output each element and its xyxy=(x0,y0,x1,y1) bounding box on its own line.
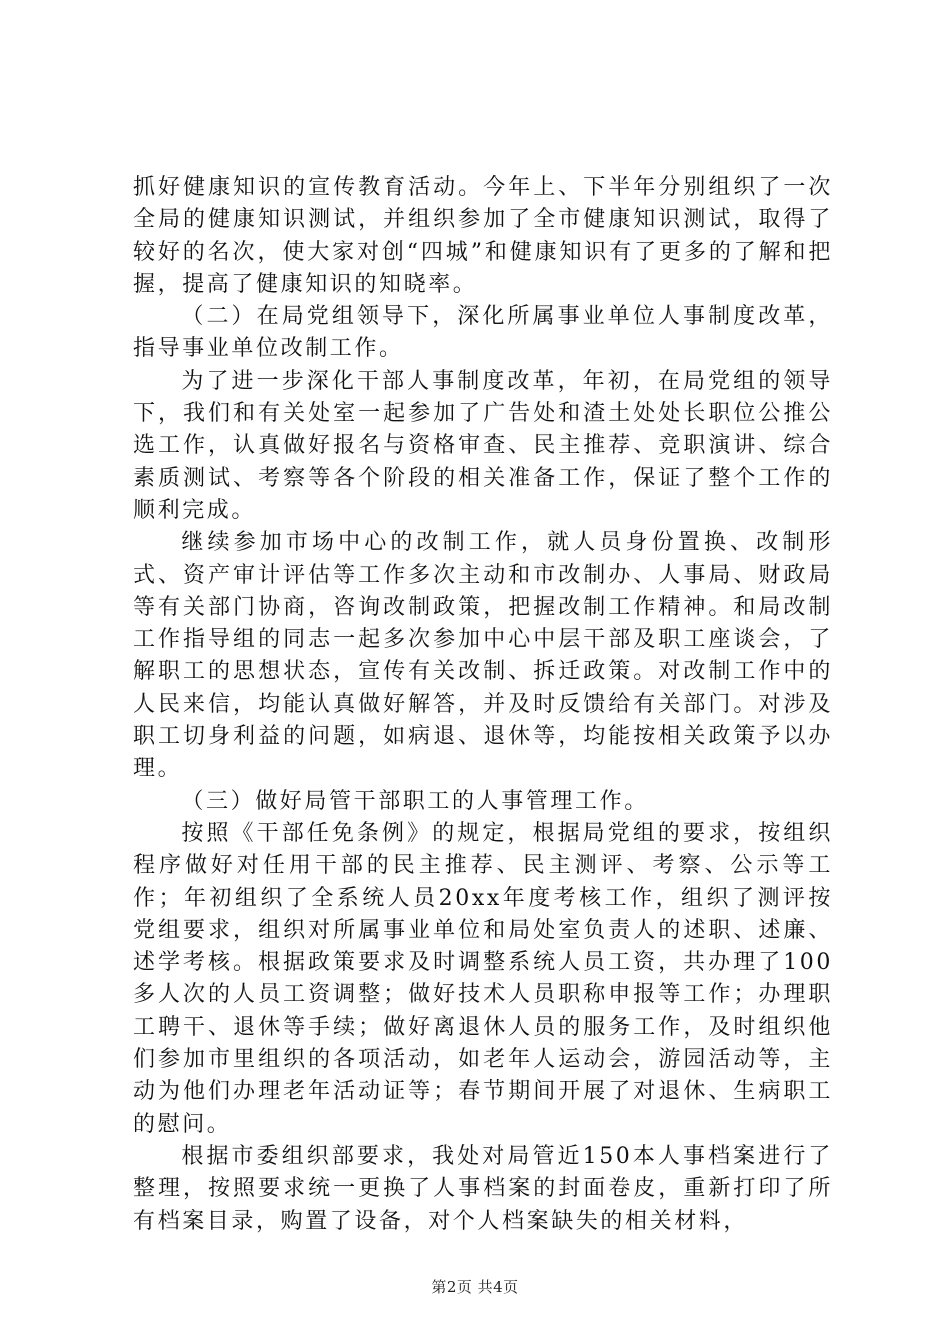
heading-section-two: （二）在局党组领导下，深化所属事业单位人事制度改革，指导事业单位改制工作。 xyxy=(133,304,833,362)
heading-section-three: （三）做好局管干部职工的人事管理工作。 xyxy=(181,788,649,814)
paragraph-personnel-archives: 根据市委组织部要求，我处对局管近150本人事档案进行了整理，按照要求统一更换了人事档案的封面卷皮，重新打印了所有档案目录，购置了设备，对个人档案缺失的相关材料， xyxy=(133,1143,833,1234)
paragraph-personnel-reform: 为了进一步深化干部人事制度改革，年初，在局党组的领导下，我们和有关处室一起参加了广告处和渣土处处长职位公推公选工作，认真做好报名与资格审查、民主推荐、竞职演讲、综合素质测试、考察等各个阶段的相关准备工作，保证了整个工作的顺利完成。 xyxy=(133,368,833,523)
page-footer: 第2页 共4页 xyxy=(431,1278,519,1296)
paragraph-cadre-management: 按照《干部任免条例》的规定，根据局党组的要求，按组织程序做好对任用干部的民主推荐、民主测评、考察、公示等工作；年初组织了全系统人员20xx年度考核工作，组织了测评按党组要求，组织对所属事业单位和局处室负责人的述职、述廉、述学考核。根据政策要求及时调整系统人员工资，共办理了100多人次的人员工资调整；做好技术人员职称申报等工作；办理职工聘干、退休等手续；做好离退休人员的服务工作，及时组织他们参加市里组织的各项活动，如老年人运动会，游园活动等，主动为他们办理老年活动证等；春节期间开展了对退休、生病职工的慰问。 xyxy=(133,820,833,1137)
document-body xyxy=(133,172,833,1238)
paragraph-health-knowledge: 抓好健康知识的宣传教育活动。今年上、下半年分别组织了一次全局的健康知识测试，并组织参加了全市健康知识测试，取得了较好的名次，使大家对创“四城”和健康知识有了更多的了解和把握，提高了健康知识的知晓率。 xyxy=(133,175,833,297)
paragraph-market-center-restructuring: 继续参加市场中心的改制工作，就人员身份置换、改制形式、资产审计评估等工作多次主动和市改制办、人事局、财政局等有关部门协商，咨询改制政策，把握改制工作精神。和局改制工作指导组的同志一起多次参加中心中层干部及职工座谈会，了解职工的思想状态，宣传有关改制、拆迁政策。对改制工作中的人民来信，均能认真做好解答，并及时反馈给有关部门。对涉及职工切身利益的问题，如病退、退休等，均能按相关政策予以办理。 xyxy=(133,530,833,782)
